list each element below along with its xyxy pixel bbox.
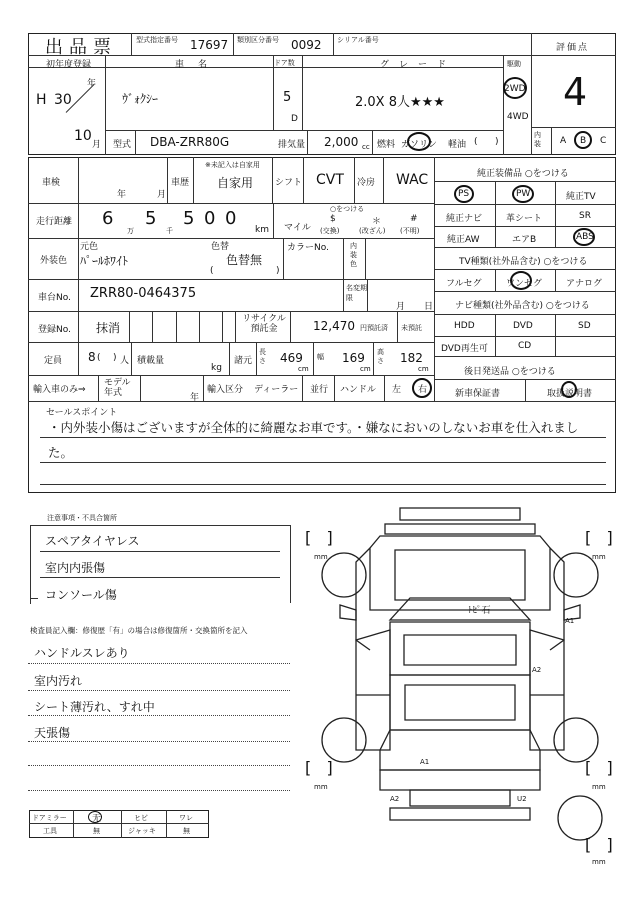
name-change-month: 月 xyxy=(396,302,406,312)
first-reg-label: 初年度登録 xyxy=(46,60,92,70)
mirror-h2: ヒビ xyxy=(134,814,148,822)
displacement-unit: cc xyxy=(362,143,370,151)
equip-pw: PW xyxy=(516,189,531,199)
mm-br: mm xyxy=(592,783,606,791)
mirror-r2: ジャッキ xyxy=(128,827,156,835)
mirror-r2v: 無 xyxy=(183,827,190,835)
handle-label: ハンドル xyxy=(340,385,377,395)
mileage-d1: 6 xyxy=(102,208,114,229)
drive-2wd: 2WD xyxy=(504,84,526,94)
equip-tv: 純正TV xyxy=(566,192,596,202)
later-manual: 取扱説明書 xyxy=(547,389,593,399)
handle-right: 右 xyxy=(418,385,428,395)
player-cd: CD xyxy=(518,341,532,351)
color-repaint-label: 色替 xyxy=(211,242,230,252)
dims-wid: 169 xyxy=(342,351,365,365)
drive-label: 駆動 xyxy=(507,60,521,68)
first-reg-month: 10 xyxy=(74,128,92,144)
color-paren-open: ( xyxy=(210,266,214,276)
later-warranty: 新車保証書 xyxy=(455,389,501,399)
odo-tampered: ＊ xyxy=(372,217,382,227)
mileage-label: 走行距離 xyxy=(36,217,73,227)
notes-label: 注意事項・不具合箇所 xyxy=(47,514,117,522)
recycle-label: リサイクル預託金 xyxy=(242,314,286,334)
inspector-2: 室内汚れ xyxy=(34,674,83,688)
interior-c: C xyxy=(600,136,607,146)
tv-analog: アナログ xyxy=(566,279,603,289)
equip-pw-circle xyxy=(512,185,534,203)
recycle-alt: 未預託 xyxy=(401,324,422,332)
grade-label: グレード xyxy=(380,60,457,70)
first-reg-year: 30 xyxy=(54,92,72,108)
capacity-paren-close: ) xyxy=(113,353,117,363)
load-label: 積載量 xyxy=(137,356,165,366)
color-label: 外装色 xyxy=(40,256,68,266)
fuel-paren-open: ( xyxy=(474,137,478,147)
bracket-tl: [ ] xyxy=(305,528,333,547)
capacity-value: 8 xyxy=(88,350,96,364)
mileage-d4: 0 xyxy=(204,208,216,229)
model-value: DBA-ZRR80G xyxy=(150,135,230,149)
navi-dvd: DVD xyxy=(513,321,533,331)
mark-a1-right: A1 xyxy=(565,617,575,625)
odo-exchange-sub: (交換) xyxy=(320,227,340,235)
tv-full: フルセグ xyxy=(446,279,482,289)
handle-right-circle xyxy=(412,378,432,398)
import-label: 輸入車のみ⇒ xyxy=(33,385,86,395)
mark-a2-mid: A2 xyxy=(532,666,542,674)
car-name-label: 車名 xyxy=(175,60,222,70)
equip-header: 純正装備品 ○をつける xyxy=(477,169,569,179)
tv-header: TV種類(社外品含む) ○をつける xyxy=(459,257,588,267)
odo-header: ○をつける xyxy=(330,205,365,213)
capacity-unit: 人 xyxy=(120,356,130,366)
mm-bl: mm xyxy=(314,783,328,791)
equip-ps-circle xyxy=(454,185,474,203)
equip-sr: SR xyxy=(579,211,591,221)
mm-spare: mm xyxy=(592,858,606,866)
sales-point-line2: た。 xyxy=(48,445,74,460)
inspection-label: 車検 xyxy=(42,178,61,188)
dims-wid-label: 幅 xyxy=(317,353,324,361)
doors-label: ドア数 xyxy=(274,59,295,67)
name-change-day: 日 xyxy=(424,302,434,312)
odo-unknown: # xyxy=(410,214,418,224)
wheel-rear-right xyxy=(554,718,598,762)
note-3: コンソール傷 xyxy=(45,588,117,602)
dims-label: 諸元 xyxy=(234,356,253,366)
import-parallel: 並行 xyxy=(310,385,329,395)
mark-a2-rear: A2 xyxy=(390,795,400,803)
displacement-value: 2,000 xyxy=(324,135,359,149)
color-repaint-value: 色替無 xyxy=(226,253,263,267)
doors-value: 5 xyxy=(283,90,292,105)
equip-abs-circle xyxy=(573,228,595,246)
first-reg-year-unit: 年 xyxy=(87,79,97,89)
navi-header: ナビ種類(社外品含む) ○をつける xyxy=(455,301,590,311)
shift-value: CVT xyxy=(316,172,344,188)
interior-a: A xyxy=(560,136,567,146)
score-value: 4 xyxy=(563,70,588,114)
odo-exchange: $ xyxy=(330,214,336,224)
note-2: 室内内張傷 xyxy=(45,561,106,575)
equip-ps: PS xyxy=(458,189,470,199)
equip-leather: 革シート xyxy=(506,214,543,224)
wheel-front-left xyxy=(322,553,366,597)
serial-label: シリアル番号 xyxy=(337,36,379,44)
form-title: 出品票 xyxy=(45,37,117,58)
inspection-month: 月 xyxy=(157,190,167,200)
chassis-label: 車台No. xyxy=(38,293,71,303)
history-value: 自家用 xyxy=(217,176,254,190)
mark-a1-rear: A1 xyxy=(420,758,430,766)
bracket-bl: [ ] xyxy=(305,758,333,777)
tv-one: ワンセグ xyxy=(506,279,543,289)
drive-2wd-circle xyxy=(503,77,527,99)
mm-tl: mm xyxy=(314,553,328,561)
doors-sub: D xyxy=(291,114,298,124)
car-name-value: ｳﾞｫｸｼｰ xyxy=(122,92,159,106)
grade-value: 2.0X 8人★★★ xyxy=(355,95,445,110)
model-year-unit: 年 xyxy=(190,393,200,403)
navi-sd: SD xyxy=(578,321,591,331)
recycle-value: 12,470 xyxy=(313,319,355,333)
chassis-value: ZRR80-0464375 xyxy=(90,286,197,301)
mirror-h3: ワレ xyxy=(179,814,193,822)
aircon-value: WAC xyxy=(396,172,429,188)
mileage-d5: 0 xyxy=(225,208,237,229)
equip-aw: 純正AW xyxy=(447,235,480,245)
history-note: ※未記入は自家用 xyxy=(205,161,260,169)
recycle-unit: 円預託済 xyxy=(360,324,388,332)
import-dealer: ディーラー xyxy=(254,385,299,395)
bracket-br: [ ] xyxy=(585,758,613,777)
car-diagram xyxy=(300,500,620,900)
later-header: 後日発送品 ○をつける xyxy=(464,367,556,377)
shift-label: シフト xyxy=(275,178,303,188)
equip-abs: ABS xyxy=(576,232,594,242)
inspector-label: 検査員記入欄：修復歴「有」の場合は修復箇所・交換箇所を記入 xyxy=(30,626,248,635)
fuel-diesel: 軽油 xyxy=(448,140,467,150)
interior-color-label: 内装色 xyxy=(350,242,357,268)
model-year-label: モデル年式 xyxy=(104,378,131,398)
registration-value: 抹消 xyxy=(96,321,121,335)
odo-tampered-sub: (改ざん) xyxy=(359,227,386,235)
player-dvd: DVD再生可 xyxy=(441,344,488,354)
dims-hei: 182 xyxy=(400,351,423,365)
mileage-u1: 万 xyxy=(127,227,134,235)
mark-u2-rear: U2 xyxy=(517,795,527,803)
first-reg-month-unit: 月 xyxy=(92,140,102,150)
fuel-gasoline: ガソリン xyxy=(401,140,438,150)
color-paren-close: ) xyxy=(276,266,280,276)
mirror-h1: ドアミラー xyxy=(32,814,67,822)
odo-unknown-sub: (不明) xyxy=(400,227,420,235)
capacity-label: 定員 xyxy=(44,356,63,366)
later-manual-circle xyxy=(561,381,577,398)
rear-bumper xyxy=(410,790,510,806)
aircon-label: 冷房 xyxy=(357,178,376,188)
inspector-3: シート薄汚れ、すれ中 xyxy=(34,700,155,714)
category-no-label: 類別区分番号 xyxy=(237,36,279,44)
drive-4wd: 4WD xyxy=(507,112,529,122)
dims-len-unit: cm xyxy=(298,365,309,373)
dims-hei-label: 高さ xyxy=(377,348,384,365)
fuel-paren-close: ) xyxy=(495,137,499,147)
type-no-label: 型式指定番号 xyxy=(136,36,178,44)
wheel-rear-left xyxy=(322,718,366,762)
color-no-label: カラーNo. xyxy=(287,243,329,253)
displacement-label: 排気量 xyxy=(278,140,306,150)
color-orig-value: ﾊﾟｰﾙﾎﾜｲﾄ xyxy=(80,254,129,268)
bracket-tr: [ ] xyxy=(585,528,613,547)
mirror-r1: 工具 xyxy=(43,827,57,835)
dims-wid-unit: cm xyxy=(360,365,371,373)
mileage-d2: 5 xyxy=(145,208,157,229)
equip-navi: 純正ナビ xyxy=(446,214,483,224)
mileage-d3: 5 xyxy=(183,208,195,229)
tv-one-circle xyxy=(510,271,532,290)
inspector-1: ハンドルスレあり xyxy=(34,646,130,660)
mirror-v1-circle xyxy=(88,811,102,823)
model-label: 型式 xyxy=(113,140,132,150)
score-label: 評価点 xyxy=(556,43,590,53)
sales-point-line1: ・内外装小傷はございますが全体的に綺麗なお車です。・嫌なにおいのしないお車を仕入れまし xyxy=(48,420,579,435)
mileage-unit: km xyxy=(255,225,269,235)
navi-hdd: HDD xyxy=(454,321,475,331)
mileage-u2: 千 xyxy=(166,227,173,235)
note-1: スペアタイヤレス xyxy=(45,534,140,548)
dims-hei-unit: cm xyxy=(418,365,429,373)
color-orig-label: 元色 xyxy=(80,242,99,252)
front-bumper xyxy=(400,508,520,520)
import-class-label: 輸入区分 xyxy=(207,385,244,395)
fuel-label: 燃料 xyxy=(377,140,396,150)
name-change-label: 名変期限 xyxy=(346,284,367,302)
sales-point-label: セールスポイント xyxy=(46,408,118,418)
spare-tire xyxy=(558,796,602,840)
equip-airbag: エアB xyxy=(512,235,537,245)
interior-b-circle xyxy=(574,131,592,149)
mark-tobi: ﾄﾋﾟ石 xyxy=(468,606,491,616)
history-label: 車歴 xyxy=(171,178,190,188)
odo-mile: マイル xyxy=(284,223,311,233)
mm-tr: mm xyxy=(592,553,606,561)
fuel-gasoline-circle xyxy=(407,132,431,151)
load-unit: kg xyxy=(211,363,222,373)
inspection-year: 年 xyxy=(117,190,127,200)
mirror-r1v: 無 xyxy=(93,827,100,835)
mirror-v1: 无 xyxy=(92,814,102,824)
dims-len: 469 xyxy=(280,351,303,365)
handle-left: 左 xyxy=(392,385,402,395)
registration-label: 登録No. xyxy=(38,325,71,335)
type-no-value: 17697 xyxy=(190,38,229,52)
capacity-paren-open: ( xyxy=(97,353,101,363)
interior-label: 内装 xyxy=(534,131,541,148)
category-no-value: 0092 xyxy=(291,38,322,52)
first-reg-era: H xyxy=(36,92,47,108)
inspector-4: 天張傷 xyxy=(34,726,71,740)
bracket-spare: [ ] xyxy=(585,835,613,854)
dims-len-label: 長さ xyxy=(259,348,266,365)
interior-b: B xyxy=(580,136,587,146)
